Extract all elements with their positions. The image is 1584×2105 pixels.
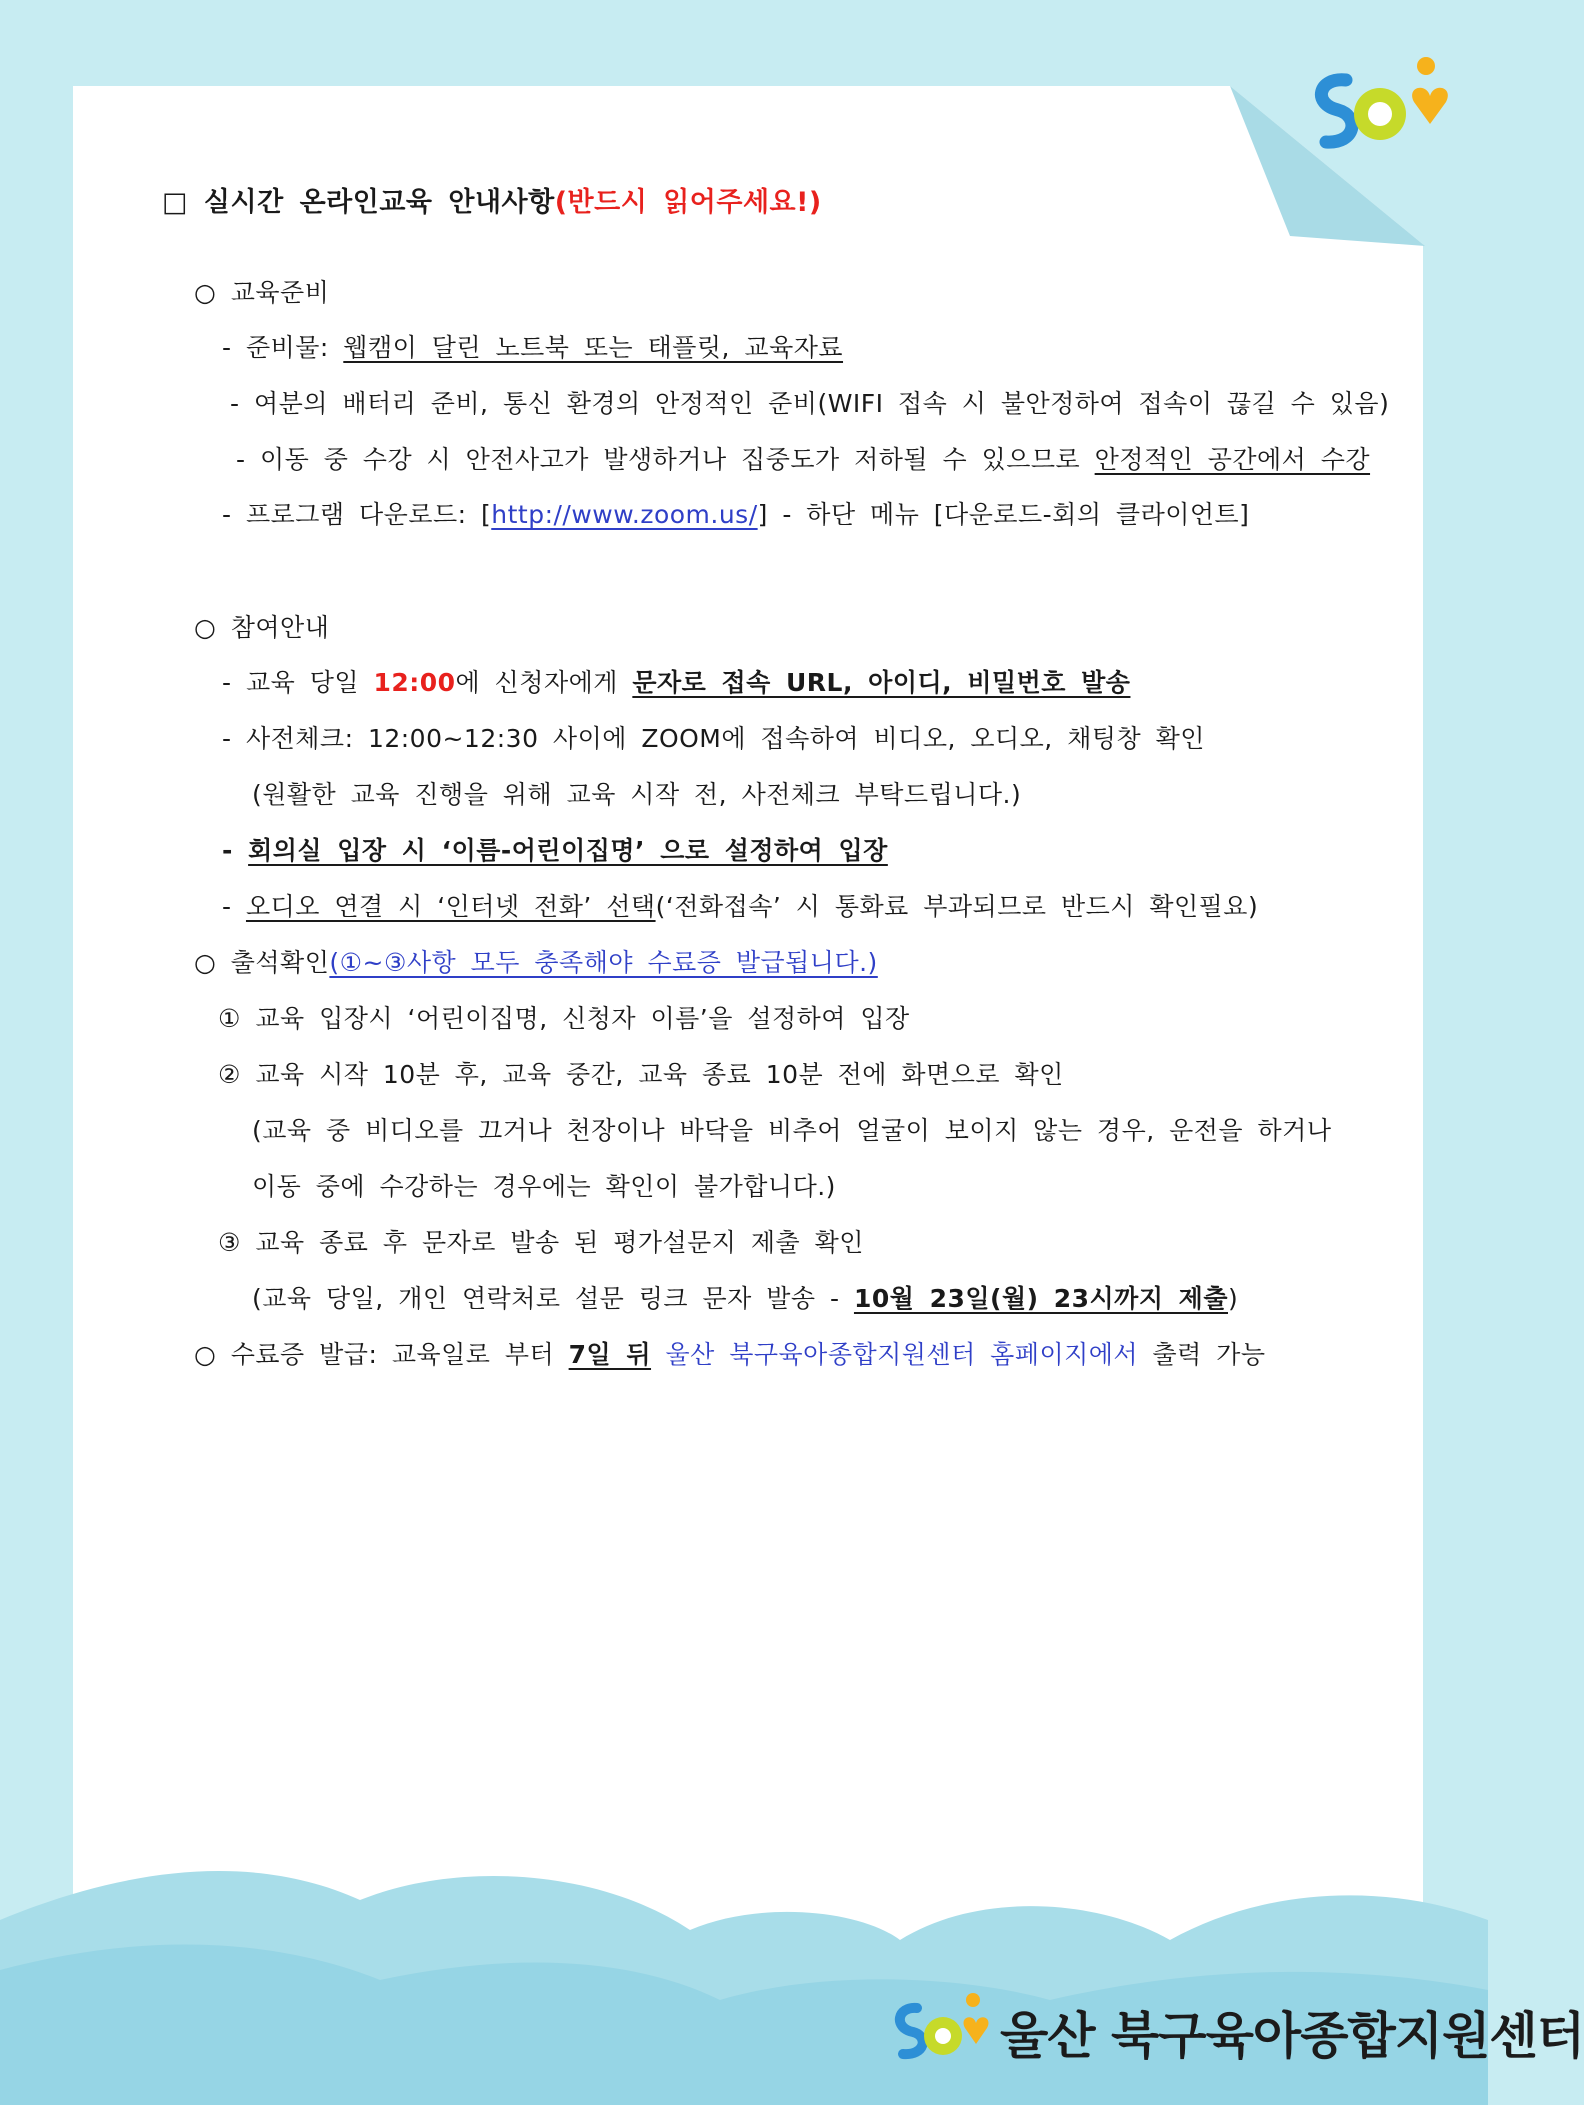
footer-brand-name: 울산 북구육아종합지원센터	[1000, 2007, 1584, 2065]
join-l5-dash: -	[222, 892, 246, 921]
zoom-download-link[interactable]: http://www.zoom.us/	[491, 500, 758, 529]
prep-moving-text: - 이동 중 수강 시 안전사고가 발생하거나 집중도가 저하될 수 있으므로	[236, 445, 1095, 474]
prep-items-label: - 준비물:	[222, 333, 344, 362]
certificate-days: 7일 뒤	[568, 1340, 652, 1369]
join-line-4	[222, 834, 888, 868]
certificate-line	[194, 1338, 1266, 1372]
join-line-1	[222, 666, 1130, 700]
prep-items-value: 웹캠이 달린 노트북 또는 태플릿, 교육자료	[343, 333, 844, 362]
attendance-step-3: ③ 교육 종료 후 문자로 발송 된 평가설문지 제출 확인	[218, 1228, 864, 1257]
join-line-5	[222, 890, 1258, 924]
join-l1-bold: 문자로 접속 URL, 아이디, 비밀번호 발송	[632, 668, 1131, 697]
join-line-3: (원활한 교육 진행을 위해 교육 시작 전, 사전체크 부탁드립니다.)	[252, 780, 1022, 809]
certificate-prefix: ○ 수료증 발급: 교육일로 부터	[194, 1340, 569, 1369]
title-warning: (반드시 읽어주세요!)	[554, 187, 822, 218]
page-title	[162, 186, 822, 220]
join-l4-dash: -	[222, 836, 249, 865]
join-l1-prefix: - 교육 당일	[222, 668, 374, 697]
join-l5-underline: 오디오 연결 시 ‘인터넷 전화’ 선택	[245, 892, 656, 921]
title-main: 실시간 온라인교육 안내사항	[203, 187, 555, 218]
attendance-heading-text: ○ 출석확인	[194, 948, 330, 977]
attendance-step-3-note	[252, 1282, 1238, 1316]
join-line-2: - 사전체크: 12:00~12:30 사이에 ZOOM에 접속하여 비디오, 오디오, 채팅창 확인	[222, 724, 1205, 753]
attendance-s3-deadline: 10월 23일(월) 23시까지 제출	[853, 1284, 1228, 1313]
checkbox-glyph: □	[162, 187, 189, 218]
prep-battery: - 여분의 배터리 준비, 통신 환경의 안정적인 준비(WIFI 접속 시 불안정하여 접속이 끊길 수 있음)	[230, 389, 1390, 418]
prep-items	[222, 331, 843, 365]
attendance-step-2-note-2: 이동 중에 수강하는 경우에는 확인이 불가합니다.)	[252, 1172, 836, 1201]
attendance-step-2-note-1: (교육 중 비디오를 끄거나 천장이나 바닥을 비추어 얼굴이 보이지 않는 경우, 운전을 하거나	[252, 1116, 1332, 1145]
attendance-heading	[194, 946, 878, 980]
join-l1-time: 12:00	[373, 668, 456, 697]
certificate-center: 울산 북구육아종합지원센터 홈페이지에서	[651, 1340, 1139, 1369]
certificate-suffix: 출력 가능	[1138, 1340, 1266, 1369]
prep-download	[222, 498, 1249, 532]
prep-moving-underline: 안정적인 공간에서 수강	[1094, 445, 1371, 474]
attendance-s3-suffix: )	[1228, 1284, 1239, 1313]
prep-heading: ○ 교육준비	[194, 278, 330, 307]
join-l4-bold: 회의실 입장 시 ‘이름-어린이집명’ 으로 설정하여 입장	[248, 836, 888, 865]
footer-logo-icon	[885, 1990, 995, 2070]
prep-moving	[236, 443, 1370, 477]
join-heading: ○ 참여안내	[194, 613, 330, 642]
prep-download-suffix: ] - 하단 메뉴 [다운로드-회의 클라이언트]	[757, 500, 1250, 529]
join-l1-mid: 에 신청자에게	[455, 668, 633, 697]
prep-download-label: - 프로그램 다운로드: [	[222, 500, 492, 529]
join-l5-rest: (‘전화접속’ 시 통화료 부과되므로 반드시 확인필요)	[655, 892, 1259, 921]
attendance-step-2: ② 교육 시작 10분 후, 교육 중간, 교육 종료 10분 전에 화면으로 확인	[218, 1060, 1064, 1089]
attendance-step-1: ① 교육 입장시 ‘어린이집명, 신청자 이름’을 설정하여 입장	[218, 1004, 910, 1033]
attendance-s3-prefix: (교육 당일, 개인 연락처로 설문 링크 문자 발송 -	[252, 1284, 854, 1313]
attendance-note: (①~③사항 모두 충족해야 수료증 발급됩니다.)	[329, 948, 878, 977]
